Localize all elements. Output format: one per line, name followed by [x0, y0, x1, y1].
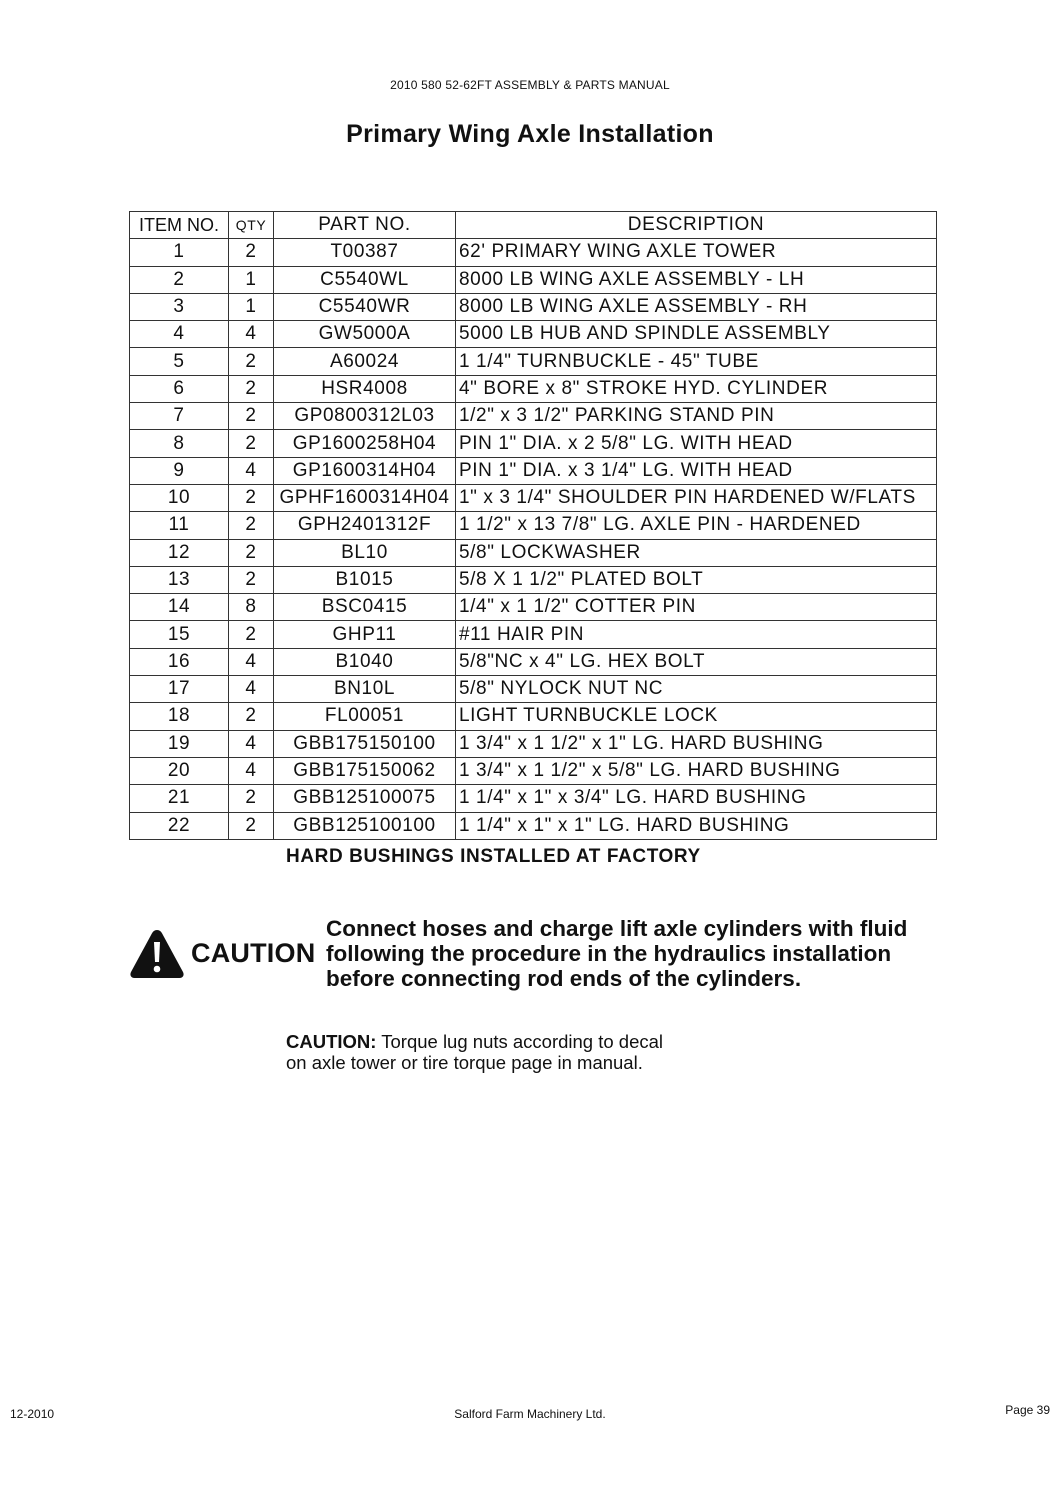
table-row: [130, 757, 937, 784]
cell-part-no: GW5000A: [274, 321, 456, 348]
cell-description: #11 HAIR PIN: [456, 621, 937, 648]
table-row: [130, 457, 937, 484]
cell-qty: 2: [229, 375, 274, 402]
caution-line: before connecting rod ends of the cylinders.: [326, 966, 802, 991]
warning-triangle-icon: [129, 928, 185, 980]
cell-item-no: 13: [130, 566, 229, 593]
header-qty: QTY: [229, 212, 274, 239]
cell-description: 1 1/4" x 1" x 3/4" LG. HARD BUSHING: [456, 785, 937, 812]
table-header-row: [130, 212, 937, 239]
cell-qty: 4: [229, 648, 274, 675]
table-row: [130, 730, 937, 757]
cell-item-no: 18: [130, 703, 229, 730]
torque-caution-label: CAUTION:: [286, 1031, 377, 1052]
cell-description: 4" BORE x 8" STROKE HYD. CYLINDER: [456, 375, 937, 402]
cell-item-no: 19: [130, 730, 229, 757]
table-row: [130, 375, 937, 402]
caution-label: CAUTION: [191, 938, 316, 968]
cell-qty: 2: [229, 812, 274, 839]
cell-part-no: FL00051: [274, 703, 456, 730]
cell-description: 8000 LB WING AXLE ASSEMBLY - RH: [456, 293, 937, 320]
cell-part-no: GBB125100100: [274, 812, 456, 839]
cell-description: LIGHT TURNBUCKLE LOCK: [456, 703, 937, 730]
cell-description: 5/8"NC x 4" LG. HEX BOLT: [456, 648, 937, 675]
cell-description: 1 3/4" x 1 1/2" x 5/8" LG. HARD BUSHING: [456, 757, 937, 784]
cell-description: 1 1/2" x 13 7/8" LG. AXLE PIN - HARDENED: [456, 512, 937, 539]
cell-qty: 2: [229, 703, 274, 730]
header-description: DESCRIPTION: [456, 212, 937, 239]
table-row: [130, 785, 937, 812]
cell-qty: 1: [229, 266, 274, 293]
cell-item-no: 3: [130, 293, 229, 320]
cell-description: PIN 1" DIA. x 3 1/4" LG. WITH HEAD: [456, 457, 937, 484]
footer-date: 12-2010: [10, 1407, 55, 1421]
parts-table-body: [130, 239, 937, 840]
cell-item-no: 21: [130, 785, 229, 812]
cell-item-no: 16: [130, 648, 229, 675]
caution-line: following the procedure in the hydraulics installation: [326, 941, 892, 966]
cell-description: 1" x 3 1/4" SHOULDER PIN HARDENED W/FLATS: [456, 484, 937, 511]
cell-description: 1 1/4" x 1" x 1" LG. HARD BUSHING: [456, 812, 937, 839]
cell-item-no: 8: [130, 430, 229, 457]
cell-item-no: 10: [130, 484, 229, 511]
cell-description: 5/8" NYLOCK NUT NC: [456, 676, 937, 703]
table-row: [130, 621, 937, 648]
cell-item-no: 7: [130, 403, 229, 430]
cell-part-no: GHP11: [274, 621, 456, 648]
cell-part-no: BN10L: [274, 676, 456, 703]
footer-company: Salford Farm Machinery Ltd.: [454, 1407, 606, 1421]
table-row: [130, 266, 937, 293]
header-item-no: ITEM NO.: [130, 212, 229, 239]
cell-part-no: GBB175150100: [274, 730, 456, 757]
cell-qty: 2: [229, 348, 274, 375]
table-row: [130, 676, 937, 703]
cell-part-no: B1015: [274, 566, 456, 593]
cell-item-no: 22: [130, 812, 229, 839]
cell-part-no: GBB125100075: [274, 785, 456, 812]
table-row: [130, 594, 937, 621]
cell-qty: 2: [229, 566, 274, 593]
cell-part-no: GBB175150062: [274, 757, 456, 784]
cell-description: 5/8 X 1 1/2" PLATED BOLT: [456, 566, 937, 593]
cell-description: 1 1/4" TURNBUCKLE - 45" TUBE: [456, 348, 937, 375]
cell-description: 1/2" x 3 1/2" PARKING STAND PIN: [456, 403, 937, 430]
cell-part-no: GP0800312L03: [274, 403, 456, 430]
cell-qty: 2: [229, 239, 274, 266]
parts-table: [129, 211, 937, 840]
table-row: [130, 648, 937, 675]
cell-qty: 4: [229, 676, 274, 703]
cell-qty: 2: [229, 512, 274, 539]
cell-item-no: 2: [130, 266, 229, 293]
cell-item-no: 14: [130, 594, 229, 621]
cell-qty: 2: [229, 484, 274, 511]
table-row: [130, 239, 937, 266]
table-row: [130, 321, 937, 348]
cell-part-no: C5540WR: [274, 293, 456, 320]
cell-qty: 4: [229, 321, 274, 348]
table-row: [130, 484, 937, 511]
cell-part-no: A60024: [274, 348, 456, 375]
cell-item-no: 9: [130, 457, 229, 484]
cell-qty: 2: [229, 621, 274, 648]
cell-description: PIN 1" DIA. x 2 5/8" LG. WITH HEAD: [456, 430, 937, 457]
table-row: [130, 348, 937, 375]
cell-item-no: 11: [130, 512, 229, 539]
cell-item-no: 17: [130, 676, 229, 703]
cell-description: 5000 LB HUB AND SPINDLE ASSEMBLY: [456, 321, 937, 348]
cell-item-no: 15: [130, 621, 229, 648]
footer-page-number: Page 39: [1005, 1403, 1050, 1417]
cell-part-no: GP1600314H04: [274, 457, 456, 484]
cell-description: 8000 LB WING AXLE ASSEMBLY - LH: [456, 266, 937, 293]
cell-description: 1/4" x 1 1/2" COTTER PIN: [456, 594, 937, 621]
cell-part-no: GP1600258H04: [274, 430, 456, 457]
torque-line-1: Torque lug nuts according to decal: [376, 1031, 664, 1052]
cell-qty: 1: [229, 293, 274, 320]
torque-line-2: on axle tower or tire torque page in manual.: [286, 1052, 643, 1073]
table-row: [130, 430, 937, 457]
cell-part-no: B1040: [274, 648, 456, 675]
cell-item-no: 20: [130, 757, 229, 784]
cell-qty: 8: [229, 594, 274, 621]
header-part-no: PART NO.: [274, 212, 456, 239]
cell-item-no: 12: [130, 539, 229, 566]
cell-qty: 4: [229, 730, 274, 757]
cell-item-no: 4: [130, 321, 229, 348]
page-title: Primary Wing Axle Installation: [346, 120, 714, 148]
cell-item-no: 5: [130, 348, 229, 375]
manual-header: 2010 580 52-62FT ASSEMBLY & PARTS MANUAL: [390, 78, 670, 92]
caution-message: [326, 916, 966, 991]
table-row: [130, 403, 937, 430]
table-row: [130, 512, 937, 539]
cell-qty: 4: [229, 757, 274, 784]
factory-note: HARD BUSHINGS INSTALLED AT FACTORY: [286, 846, 701, 867]
cell-qty: 2: [229, 785, 274, 812]
cell-description: 5/8" LOCKWASHER: [456, 539, 937, 566]
cell-part-no: BL10: [274, 539, 456, 566]
cell-part-no: GPH2401312F: [274, 512, 456, 539]
cell-part-no: HSR4008: [274, 375, 456, 402]
table-row: [130, 566, 937, 593]
table-row: [130, 293, 937, 320]
cell-part-no: BSC0415: [274, 594, 456, 621]
cell-description: 1 3/4" x 1 1/2" x 1" LG. HARD BUSHING: [456, 730, 937, 757]
table-row: [130, 539, 937, 566]
torque-note: [286, 1031, 663, 1073]
cell-qty: 2: [229, 403, 274, 430]
cell-description: 62' PRIMARY WING AXLE TOWER: [456, 239, 937, 266]
table-row: [130, 812, 937, 839]
cell-part-no: T00387: [274, 239, 456, 266]
cell-part-no: GPHF1600314H04: [274, 484, 456, 511]
cell-qty: 4: [229, 457, 274, 484]
cell-qty: 2: [229, 430, 274, 457]
cell-qty: 2: [229, 539, 274, 566]
caution-line: Connect hoses and charge lift axle cylinders with fluid: [326, 916, 908, 941]
table-row: [130, 703, 937, 730]
cell-item-no: 6: [130, 375, 229, 402]
cell-item-no: 1: [130, 239, 229, 266]
cell-part-no: C5540WL: [274, 266, 456, 293]
